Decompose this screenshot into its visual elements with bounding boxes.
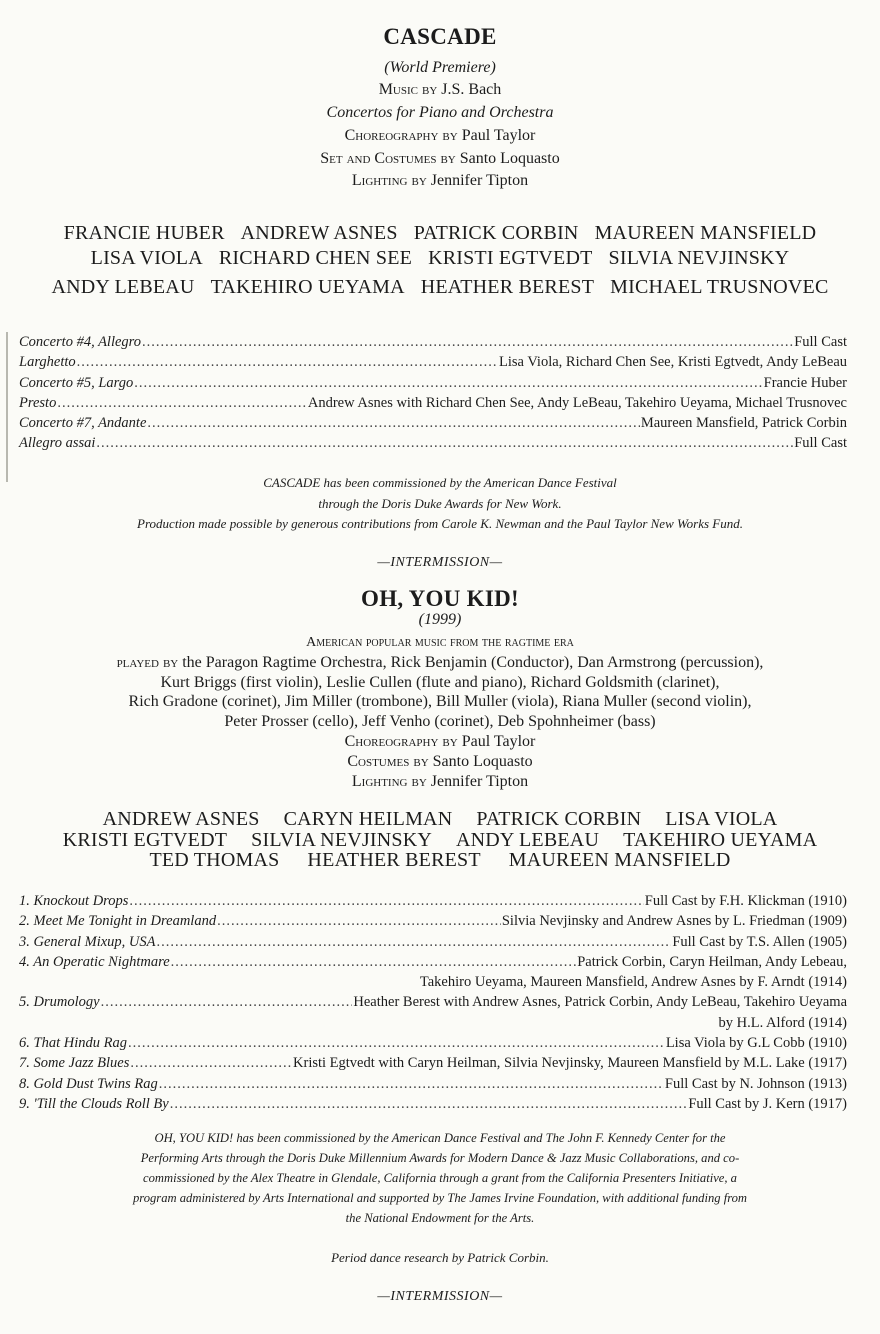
dot-leader [96,433,793,453]
song-title: 4. An Operatic Nightmare [19,953,170,970]
kid-choreo-credit [0,731,880,753]
dancer-name: HEATHER BEREST [307,849,481,871]
cascade-program-list [19,332,847,454]
note-line: commissioned by the Alex Theatre in Glendale, California through a grant from the California Presenters Initiative, a [143,1171,737,1185]
section-name: Allegro assai [19,435,96,452]
list-item [19,911,847,931]
note-line: through the Doris Duke Awards for New Work. [318,495,562,511]
cascade-lighting-credit [0,170,880,192]
cascade-choreo-credit [0,125,880,147]
dot-leader [101,992,353,1012]
list-item-continued [19,972,847,992]
credit-name: Jennifer Tipton [430,172,529,189]
credit-name: J.S. Bach [441,81,502,98]
song-title: 6. That Hindu Rag [19,1035,127,1052]
dancer-name: RICHARD CHEN SEE [218,247,413,269]
dancer-name: CARYN HEILMAN [283,808,453,830]
kid-program-list [19,891,847,1114]
research-credit: Period dance research by Patrick Corbin. [331,1250,549,1265]
cascade-work: Concertos for Piano and Orchestra [326,104,554,121]
kid-cast-line-3 [0,849,880,872]
list-item [19,932,847,952]
cascade-cast-line-2 [0,247,880,270]
list-item [19,891,847,911]
note-line: Production made possible by generous contributions from Carole K. Newman and the Paul Taylor New Works Fund. [137,516,743,531]
song-title: 7. Some Jazz Blues [19,1055,130,1072]
credit-prefix: Music by [378,81,438,98]
dancer-name: ANDREW ASNES [240,222,398,244]
dot-leader [128,1033,665,1053]
section-cast: Lisa Viola, Richard Chen See, Kristi Egtvedt, Andy LeBeau [499,354,847,371]
orchestra-text: the Paragon Ragtime Orchestra, Rick Benjamin (Conductor), Dan Armstrong (percussion), [182,654,764,671]
dot-leader [147,413,639,433]
dancer-name: PATRICK CORBIN [413,222,579,244]
list-item [19,393,847,413]
song-title: 5. Drumology [19,994,100,1011]
credit-prefix: Choreography by [344,127,458,144]
dot-leader [171,952,577,972]
dot-leader [77,352,498,372]
song-credit: Lisa Viola by G.L Cobb (1910) [665,1035,847,1052]
song-credit: Full Cast by F.H. Klickman (1910) [644,893,847,909]
dot-leader [129,891,643,911]
credit-prefix: Choreography by [344,733,458,750]
dot-leader [159,1074,664,1094]
section-cast: Francie Huber [763,374,847,391]
dancer-name: LISA VIOLA [665,808,778,830]
kid-cast-line-1 [0,808,880,831]
list-item [19,332,847,352]
dancer-name: ANDY LEBEAU [455,829,600,851]
page-edge-mark [6,332,8,482]
song-title: 2. Meet Me Tonight in Dreamland [19,913,217,930]
dancer-name: TAKEHIRO UEYAMA [210,276,405,298]
list-item [19,373,847,393]
credit-name: Santo Loquasto [432,753,533,770]
note-line: the National Endowment for the Arts. [345,1211,535,1225]
dancer-name: TAKEHIRO UEYAMA [623,829,818,851]
song-credit: Silvia Nevjinsky and Andrew Asnes by L. Friedman (1909) [501,913,847,930]
dancer-name: TED THOMAS [149,849,280,871]
dot-leader [130,1053,292,1073]
list-item [19,1094,847,1114]
song-credit: Patrick Corbin, Caryn Heilman, Andy Lebeau, [577,953,847,970]
list-item [19,1053,847,1073]
kid-orchestra-line-1 [0,652,880,674]
credit-name: Jennifer Tipton [430,773,529,790]
song-credit: Heather Berest with Andrew Asnes, Patrick Corbin, Andy LeBeau, Takehiro Ueyama [353,994,847,1011]
song-credit: Kristi Egtvedt with Caryn Heilman, Silvia Nevjinsky, Maureen Mansfield by M.L. Lake (1917) [293,1055,847,1072]
list-item-continued [19,1013,847,1033]
song-credit: Full Cast by T.S. Allen (1905) [672,933,847,950]
list-item [19,992,847,1012]
dot-leader [157,932,672,952]
dancer-name: HEATHER BEREST [420,276,595,298]
cascade-title: CASCADE [383,24,497,49]
kid-costumes-credit [0,751,880,773]
list-item [19,433,847,453]
credit-prefix: Set and Costumes by [320,150,456,167]
song-credit: Full Cast by J. Kern (1917) [688,1095,847,1112]
kid-title: OH, YOU KID! [361,586,519,611]
dancer-name: SILVIA NEVJINSKY [608,247,790,269]
dancer-name: FRANCIE HUBER [63,222,225,244]
dot-leader [217,911,501,931]
dancer-name: MAUREEN MANSFIELD [594,222,817,244]
cascade-music-credit [0,79,880,101]
section-cast: Full Cast [794,435,847,452]
section-name: Larghetto [19,354,76,371]
credit-name: Paul Taylor [461,733,536,750]
kid-lighting-credit [0,771,880,793]
list-item [19,1074,847,1094]
credit-name: Santo Loquasto [459,150,560,167]
section-cast: Andrew Asnes with Richard Chen See, Andy LeBeau, Takehiro Ueyama, Michael Trusnovec [307,394,847,411]
cascade-cast-line-1 [0,222,880,245]
song-title: 1. Knockout Drops [19,893,129,909]
kid-orchestra-line-2: Kurt Briggs (first violin), Leslie Cullen (flute and piano), Richard Goldsmith (clarinet), [160,674,720,691]
dancer-name: KRISTI EGTVEDT [428,247,593,269]
dot-leader [170,1094,688,1114]
kid-genre: American popular music from the ragtime era [306,635,574,650]
dot-leader [134,373,762,393]
credit-prefix: Lighting by [351,172,427,189]
cascade-subtitle: (World Premiere) [384,59,496,76]
song-title: 3. General Mixup, USA [19,933,156,950]
dancer-name: KRISTI EGTVEDT [62,829,228,851]
credit-prefix: Lighting by [351,773,427,790]
song-credit: Takehiro Ueyama, Maureen Mansfield, Andrew Asnes by F. Arndt (1914) [419,974,847,991]
note-line: Performing Arts through the Doris Duke Millennium Awards for Modern Dance & Jazz Music Collaborations, and co- [140,1151,740,1165]
cascade-set-credit [0,148,880,170]
note-line: program administered by Arts International and supported by The James Irvine Foundation, with additional funding from [132,1191,748,1205]
dancer-name: MAUREEN MANSFIELD [508,849,731,871]
song-title: 9. 'Till the Clouds Roll By [19,1095,169,1112]
list-item [19,413,847,433]
intermission-label: —INTERMISSION— [377,1289,503,1304]
song-title: 8. Gold Dust Twins Rag [19,1075,158,1092]
cascade-cast-line-3 [0,276,880,299]
section-cast: Maureen Mansfield, Patrick Corbin [640,415,847,432]
dot-leader [57,393,307,413]
credit-name: Paul Taylor [461,127,536,144]
intermission-label: —INTERMISSION— [377,555,503,570]
song-credit: by H.L. Alford (1914) [718,1014,847,1031]
section-name: Concerto #5, Largo [19,374,134,391]
dancer-name: SILVIA NEVJINSKY [251,829,432,851]
kid-commission-notes [0,1128,880,1228]
list-item [19,352,847,372]
kid-orchestra-line-3: Rich Gradone (corinet), Jim Miller (trombone), Bill Muller (viola), Riana Muller (second violin), [128,693,752,710]
note-line: CASCADE has been commissioned by the American Dance Festival [263,475,617,490]
section-name: Concerto #7, Andante [19,415,147,432]
dot-leader [142,332,793,352]
credit-prefix: Costumes by [347,753,429,770]
credit-prefix: played by [116,654,179,671]
kid-year: (1999) [418,611,462,628]
song-credit: Full Cast by N. Johnson (1913) [664,1075,847,1092]
section-cast: Full Cast [794,334,847,350]
dancer-name: ANDREW ASNES [102,808,260,830]
kid-orchestra-line-4: Peter Prosser (cello), Jeff Venho (corinet), Deb Spohnheimer (bass) [224,713,656,730]
cascade-commission-notes [0,473,880,535]
section-name: Presto [19,394,57,411]
list-item [19,1033,847,1053]
list-item [19,952,847,972]
dancer-name: PATRICK CORBIN [476,808,642,830]
note-line: OH, YOU KID! has been commissioned by the American Dance Festival and The John F. Kennedy Center for the [154,1131,726,1145]
dancer-name: ANDY LEBEAU [51,276,195,298]
dancer-name: LISA VIOLA [90,247,203,269]
section-name: Concerto #4, Allegro [19,334,142,350]
dancer-name: MICHAEL TRUSNOVEC [610,276,829,298]
